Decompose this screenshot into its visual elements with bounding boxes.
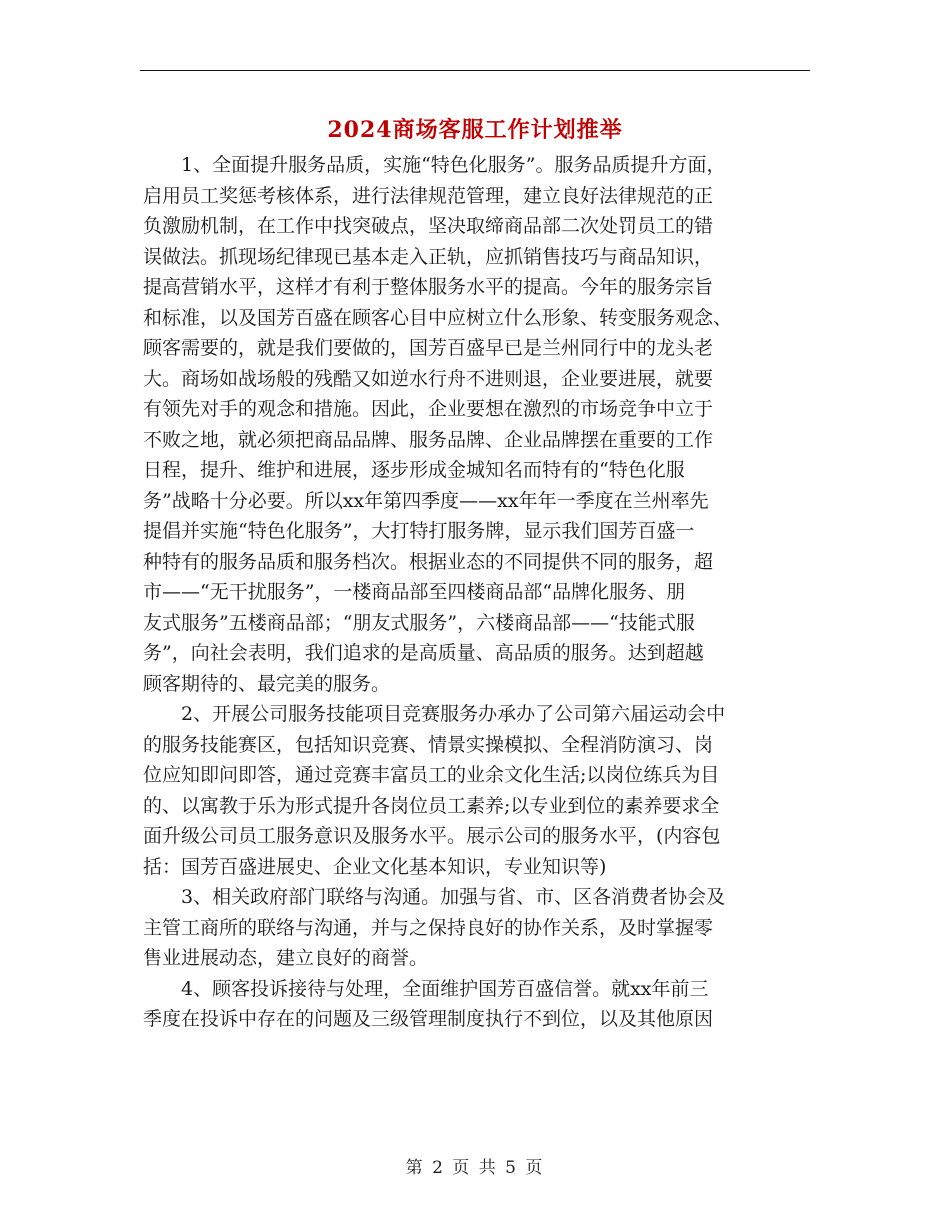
text-line: 启用员工奖惩考核体系，进行法律规范管理，建立良好法律规范的正: [143, 184, 714, 207]
text-line: 日程，提升、维护和进展，逐步形成金城知名而特有的“特色化服: [143, 459, 685, 481]
paragraph-first-line: 2、开展公司服务技能项目竞赛服务办承办了公司第六届运动会中: [181, 703, 726, 725]
paragraph-first-line: 1、全面提升服务品质，实施“特色化服务”。服务品质提升方面，: [181, 154, 726, 176]
text-line: 括：国芳百盛进展史、企业文化基本知识，专业知识等): [143, 855, 607, 878]
text-line: 务”，向社会表明，我们追求的是高质量、高品质的服务。达到超越: [143, 642, 704, 664]
header-rule: [140, 70, 810, 71]
text-line: 务”战略十分必要。所以xx年第四季度——xx年年一季度在兰州率先: [143, 489, 709, 512]
text-line: 负激励机制，在工作中找突破点，坚决取缔商品部二次处罚员工的错: [143, 215, 714, 237]
text-line: 面升级公司员工服务意识及服务水平。展示公司的服务水平，(内容包: [143, 825, 721, 847]
text-line: 主管工商所的联络与沟通，并与之保持良好的协作关系，及时掌握零: [143, 916, 714, 939]
paragraph-first-line: 4、顾客投诉接待与处理，全面维护国芳百盛信誉。就xx年前三: [181, 977, 709, 1000]
text-line: 的服务技能赛区，包括知识竞赛、情景实操模拟、全程消防演习、岗: [143, 733, 714, 756]
text-line: 和标准，以及国芳百盛在顾客心目中应树立什么形象、转变服务观念、: [143, 306, 733, 329]
text-line: 大。商场如战场般的残酷又如逆水行舟不进则退，企业要进展，就要: [143, 367, 714, 390]
paragraph-first-line: 3、相关政府部门联络与沟通。加强与省、市、区各消费者协会及: [181, 886, 726, 908]
text-line: 售业进展动态，建立良好的商誉。: [143, 947, 429, 969]
text-line: 的、以寓教于乐为形式提升各岗位员工素养;以专业到位的素养要求全: [143, 794, 720, 817]
document-title: 2024商场客服工作计划推举: [327, 117, 623, 143]
text-line: 不败之地，就必须把商品品牌、服务品牌、企业品牌摆在重要的工作: [143, 428, 714, 451]
text-line: 提高营销水平，这样才有利于整体服务水平的提高。今年的服务宗旨: [143, 276, 714, 298]
document-body: [143, 150, 813, 1035]
page-number-footer: 第 2 页 共 5 页: [405, 1158, 545, 1178]
text-line: 提倡并实施“特色化服务”，大打特打服务牌，显示我们国芳百盛一: [143, 520, 695, 542]
text-line: 种特有的服务品质和服务档次。根据业态的不同提供不同的服务，超: [143, 550, 714, 573]
text-line: 季度在投诉中存在的问题及三级管理制度执行不到位，以及其他原因: [143, 1008, 714, 1030]
text-line: 误做法。抓现场纪律现已基本走入正轨，应抓销售技巧与商品知识，: [143, 245, 714, 268]
text-line: 有领先对手的观念和措施。因此，企业要想在激烈的市场竞争中立于: [143, 398, 714, 420]
text-line: 顾客期待的、最完美的服务。: [143, 672, 391, 695]
text-line: 市——“无干扰服务”，一楼商品部至四楼商品部“品牌化服务、朋: [143, 581, 686, 603]
text-line: 位应知即问即答，通过竞赛丰富员工的业余文化生活;以岗位练兵为目: [143, 764, 720, 786]
text-line: 顾客需要的，就是我们要做的，国芳百盛早已是兰州同行中的龙头老: [143, 337, 714, 359]
text-line: 友式服务”五楼商品部；“朋友式服务”，六楼商品部——“技能式服: [143, 611, 695, 634]
